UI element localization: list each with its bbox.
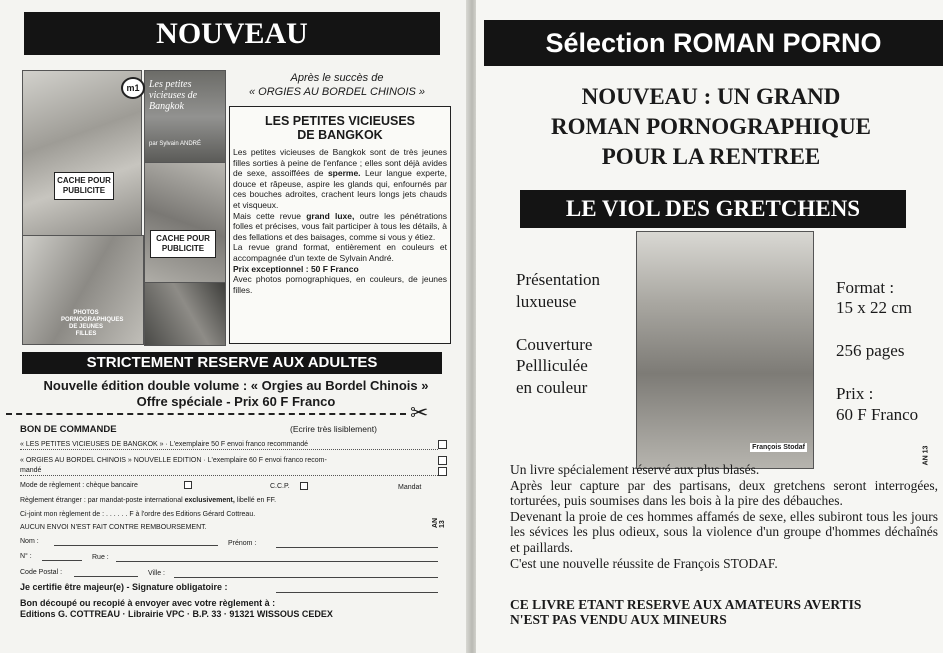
cover-2: Pellliculée bbox=[516, 356, 588, 375]
cut-line bbox=[6, 413, 406, 415]
intro-line-2: « ORGIES AU BORDEL CHINOIS » bbox=[248, 86, 426, 98]
edition-line: Nouvelle édition double volume : « Orgies au Bordel Chinois » bbox=[43, 378, 429, 393]
order-item-1-label: « LES PETITES VICIEUSES DE BANGKOK » · L'exemplaire 50 F envoi franco recommandé bbox=[20, 441, 309, 448]
collage-photo-bed bbox=[22, 235, 144, 345]
order-item-2-checkbox[interactable] bbox=[438, 456, 447, 465]
payment-label: Mode de règlement : chèque bancaire bbox=[20, 482, 138, 489]
enclosed-payment: Ci-joint mon règlement de : . . . . . . F à l'ordre des Editions Gérard Cottreau. bbox=[20, 511, 256, 518]
left-page bbox=[0, 0, 468, 653]
ville-field[interactable] bbox=[174, 577, 438, 578]
pages-value: 256 pages bbox=[836, 341, 905, 360]
rue-field[interactable] bbox=[116, 561, 438, 562]
presentation-2: luxueuse bbox=[516, 292, 577, 311]
cover-logo: m1 bbox=[121, 77, 145, 99]
body-paragraph-2: Devenant la proie de ces hommes affamés de sexe, elles subiront tous les jours les sévices les plus odieux, sous la violence d'un groupe d'hommes déchaînés et paillards. bbox=[510, 508, 938, 555]
description-box bbox=[229, 106, 451, 344]
order-item-2b-checkbox[interactable] bbox=[438, 467, 447, 476]
format-label: Format : bbox=[836, 278, 895, 297]
order-item-2b-label: mandé bbox=[20, 467, 42, 474]
nouveau-banner: NOUVEAU bbox=[24, 12, 440, 55]
cover-author: par Sylvain ANDRÉ bbox=[149, 141, 202, 147]
order-item-2b bbox=[20, 466, 438, 476]
cp-field[interactable] bbox=[74, 576, 138, 577]
book-cover-illustration bbox=[636, 231, 814, 469]
foreign-payment-bold: exclusivement, bbox=[184, 497, 235, 504]
rue-label: Rue : bbox=[92, 554, 109, 561]
price-value: 60 F Franco bbox=[836, 405, 919, 424]
payment-ccp-checkbox[interactable] bbox=[300, 482, 308, 490]
signature-field[interactable] bbox=[276, 592, 438, 593]
order-form bbox=[18, 422, 448, 622]
cover-title: Les petites vicieuses de Bangkok bbox=[149, 79, 198, 112]
headline-3: POUR LA RENTREE bbox=[601, 144, 821, 169]
foreign-payment-tail: libellé en FF. bbox=[236, 497, 277, 504]
roman-banner: Sélection ROMAN PORNO bbox=[484, 20, 943, 66]
cover2-text: PHOTOS PORNOGRAPHIQUES DE JEUNES FILLES bbox=[61, 310, 124, 337]
advert-cover-box-1: CACHE POUR PUBLICITE bbox=[54, 172, 114, 200]
form-code-left: AN 13 bbox=[432, 517, 446, 528]
order-item-2: « ORGIES AU BORDEL CHINOIS » NOUVELLE EDITION · L'exemplaire 60 F envoi franco recom- bbox=[20, 457, 327, 464]
box-bold-luxe: grand luxe, bbox=[306, 210, 355, 221]
cover-1: Couverture bbox=[516, 335, 593, 354]
warning-2: N'EST PAS VENDU AUX MINEURS bbox=[510, 612, 727, 627]
cover-book-image bbox=[126, 70, 226, 164]
form-note: (Ecrire très lisiblement) bbox=[290, 424, 377, 434]
warning-1: CE LIVRE ETANT RESERVE AUX AMATEURS AVERTIS bbox=[510, 597, 862, 612]
box-title-2: DE BANGKOK bbox=[297, 128, 383, 142]
cover-3: en couleur bbox=[516, 378, 588, 397]
presentation-1: Présentation bbox=[516, 270, 601, 289]
intro-line-1: Après le succès de bbox=[290, 72, 384, 84]
box-bold-sperme: sperme. bbox=[327, 168, 361, 179]
body-line-1: Un livre spécialement réservé aux plus blasés. bbox=[510, 462, 760, 477]
headline-2: ROMAN PORNOGRAPHIQUE bbox=[550, 114, 872, 139]
send-line-2: Editions G. COTTREAU · Librairie VPC · B.P. 33 · 91321 WISSOUS CEDEX bbox=[20, 609, 333, 619]
certify-line: Je certifie être majeur(e) - Signature obligatoire : bbox=[20, 582, 228, 592]
box-title-1: LES PETITES VICIEUSES bbox=[264, 114, 416, 128]
box-text-5: La revue grand format, entièrement en couleurs et accompagnée d'un texte de Sylvain André. bbox=[233, 242, 447, 263]
no-field[interactable] bbox=[42, 560, 82, 561]
prenom-label: Prénom : bbox=[228, 540, 257, 547]
payment-ccp-label: C.C.P. bbox=[270, 483, 290, 490]
format-value: 15 x 22 cm bbox=[836, 298, 913, 317]
payment-cheque-checkbox[interactable] bbox=[184, 481, 192, 489]
box-text-4: outre les pénétrations folles et précises, vous fait participer à tous les détails, à des fellations et des baisages, comme si vous y étiez. bbox=[233, 210, 447, 242]
no-cod-notice: AUCUN ENVOI N'EST FAIT CONTRE REMBOURSEMENT. bbox=[20, 524, 207, 531]
scissors-icon: ✂ bbox=[410, 400, 429, 425]
payment-mandat-label: Mandat bbox=[398, 484, 422, 491]
advert-cover-box-2: CACHE POUR PUBLICITE bbox=[150, 230, 216, 258]
adult-banner: STRICTEMENT RESERVE AUX ADULTES bbox=[22, 352, 442, 374]
nom-field[interactable] bbox=[54, 545, 218, 546]
body-text bbox=[510, 462, 938, 571]
right-page bbox=[476, 0, 943, 653]
no-label: N° : bbox=[20, 553, 32, 560]
ville-label: Ville : bbox=[148, 570, 165, 577]
order-item-1 bbox=[20, 440, 438, 450]
box-text-3: Mais cette revue bbox=[233, 210, 302, 221]
box-text-1: Les petites vicieuses de Bangkok sont de très jeunes filles sorties à peine de l'enfance ; elles sont déjà avides de sexe, assoiffées de bbox=[233, 147, 447, 179]
collage-photo-face bbox=[144, 162, 226, 284]
illustrator-signature: François Stodaf bbox=[752, 444, 805, 451]
order-item-1-checkbox[interactable] bbox=[438, 440, 447, 449]
nom-label: Nom : bbox=[20, 538, 39, 545]
send-line-1: Bon découpé ou recopié à envoyer avec votre règlement à : bbox=[20, 598, 276, 608]
collage-photo-small bbox=[144, 282, 226, 346]
price-label: Prix : bbox=[836, 384, 874, 403]
offer-line: Offre spéciale - Prix 60 F Franco bbox=[136, 394, 336, 409]
cp-label: Code Postal : bbox=[20, 569, 63, 576]
box-price: Prix exceptionnel : 50 F Franco bbox=[233, 263, 359, 274]
box-text-6: Avec photos pornographiques, en couleurs, de jeunes filles. bbox=[233, 274, 447, 295]
foreign-payment-text: Règlement étranger : par mandat-poste international bbox=[20, 497, 183, 504]
prenom-field[interactable] bbox=[276, 547, 438, 548]
body-line-4: C'est une nouvelle réussite de François STODAF. bbox=[510, 555, 778, 571]
body-paragraph-1: Après leur capture par des partisans, deux gretchens seront interrogées, torturées, puis soumises dans les bois à la pire des débauches. bbox=[510, 477, 938, 509]
page-code-right: AN 13 bbox=[922, 445, 930, 466]
title-banner: LE VIOL DES GRETCHENS bbox=[520, 190, 906, 228]
foreign-payment bbox=[20, 496, 276, 505]
box-text-2: Leur langue experte, douce et râpeuse, aspire les glands qui, enfournés par ces bouches adroites, crachent leurs longs jets chauds et visqueux. bbox=[233, 168, 447, 210]
form-title: BON DE COMMANDE bbox=[20, 424, 117, 435]
headline-1: NOUVEAU : UN GRAND bbox=[581, 84, 841, 109]
